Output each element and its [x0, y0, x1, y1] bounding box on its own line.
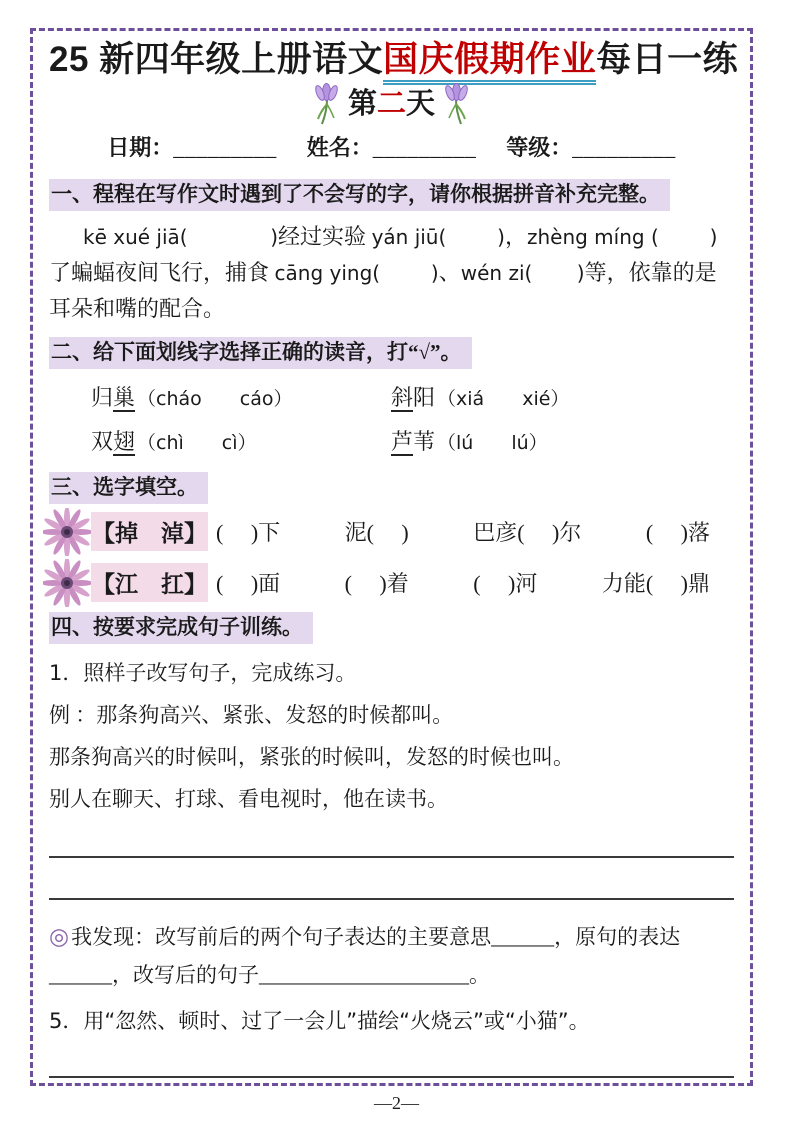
- grade-field: [506, 133, 676, 163]
- fill-item: 巴彦( )尔: [473, 520, 582, 545]
- student-info-row: [49, 133, 734, 163]
- word-post: 阳: [413, 385, 436, 410]
- date-field: [107, 133, 277, 163]
- fill-item: ( )河: [473, 571, 538, 596]
- section-one-heading: 一、程程在写作文时遇到了不会写的字，请你根据拼音补充完整。: [49, 179, 670, 211]
- pinyin-blank-wenzi: wén zi( ): [460, 261, 585, 285]
- pinyin-options: （cháo cáo）: [137, 388, 293, 410]
- pinyin-blank-kexuejia: kē xué jiā( ): [83, 225, 279, 249]
- pinyin-blank-yanjiu: yán jiū( ): [371, 225, 505, 249]
- fill-item: ( )面: [216, 571, 281, 596]
- date-label: 日期：: [107, 135, 174, 160]
- day-text-pre: 第: [347, 87, 377, 120]
- section-one-paragraph: [49, 219, 734, 327]
- section-three-heading: 三、选字填空。: [49, 472, 208, 504]
- section-two: [49, 333, 734, 458]
- pronunciation-item: [391, 427, 734, 458]
- section-three: [49, 468, 734, 608]
- example-rewrite: 那条狗高兴的时候叫，紧张的时候叫，发怒的时候也叫。: [49, 745, 574, 769]
- page-title: [49, 39, 739, 81]
- practice-sentence: 别人在聊天、打球、看电视时，他在读书。: [49, 787, 448, 811]
- pinyin-options: （lú lú）: [437, 432, 548, 454]
- discover-note: [49, 918, 734, 994]
- pronunciation-item: [91, 427, 391, 458]
- cn-text: 、: [438, 260, 461, 285]
- answer-line: [49, 898, 734, 900]
- cn-text: 了蝙蝠夜间飞行，捕食: [49, 260, 275, 285]
- page-number: —2—: [374, 1093, 419, 1113]
- page-border: [30, 28, 753, 1086]
- pronunciation-item: [391, 383, 734, 414]
- name-field: [307, 133, 477, 163]
- pinyin-blank-cangying: cāng ying( ): [274, 261, 439, 285]
- fill-items: [212, 516, 734, 547]
- pinyin-options: （chì cì）: [137, 432, 257, 454]
- char-choice-bracket: 【掉 淖】: [91, 512, 208, 551]
- day-subtitle: [49, 81, 734, 127]
- fill-char-row: [43, 506, 734, 557]
- pronunciation-item: [91, 383, 391, 414]
- underlined-char: 翅: [113, 429, 136, 454]
- section-one: [49, 175, 734, 327]
- grade-label: 等级：: [506, 135, 573, 160]
- sentence-task-1: 1．照样子改写句子，完成练习。: [49, 661, 357, 685]
- aster-flower-icon: [43, 508, 91, 556]
- title-text-right: 每日一练: [596, 40, 739, 79]
- fill-item: ( )落: [645, 520, 710, 545]
- cn-text: 等，依靠的是耳朵和嘴的配合。: [49, 260, 717, 321]
- title-text-left: 25 新四年级上册语文: [49, 40, 384, 79]
- cn-text: ，: [504, 224, 527, 249]
- pronunciation-grid: [91, 383, 734, 458]
- word-pre: 双: [91, 429, 114, 454]
- crocus-flower-icon: [443, 83, 470, 125]
- day-text-post: 天: [406, 87, 436, 120]
- pinyin-options: （xiá xié）: [437, 388, 570, 410]
- fill-item: 力能( )鼎: [601, 571, 710, 596]
- section-two-heading: 二、给下面划线字选择正确的读音，打“√”。: [49, 337, 472, 369]
- word-pre: 归: [91, 385, 114, 410]
- day-subtitle-text: [347, 87, 436, 120]
- fill-items: [212, 567, 734, 598]
- fill-char-row: [43, 557, 734, 608]
- cn-text: 经过实验: [278, 224, 372, 249]
- title-highlight: 国庆假期作业: [383, 40, 596, 85]
- pinyin-blank-zhengming: zhèng míng ( ): [526, 225, 718, 249]
- circle-bullet-icon: ◎: [49, 924, 70, 949]
- date-blank: _________: [173, 135, 277, 160]
- crocus-flower-icon: [313, 83, 340, 125]
- day-number: 二: [376, 87, 406, 120]
- section-four: [49, 608, 734, 1086]
- answer-line: [49, 856, 734, 858]
- fill-item: 泥( ): [344, 520, 409, 545]
- char-choice-bracket: 【江 扛】: [91, 563, 208, 602]
- sentence-task-5: 5．用“忽然、顿时、过了一会儿”描绘“火烧云”或“小猫”。: [49, 1009, 590, 1033]
- underlined-char: 芦: [391, 429, 414, 454]
- fill-item: ( )下: [216, 520, 281, 545]
- underlined-char: 斜: [391, 385, 414, 410]
- section-four-heading: 四、按要求完成句子训练。: [49, 612, 313, 644]
- name-label: 姓名：: [306, 135, 373, 160]
- aster-flower-icon: [43, 559, 91, 607]
- discover-text: 我发现：改写前后的两个句子表达的主要意思______，原句的表达______，改写后的句子____________________。: [49, 925, 681, 987]
- example-sentence: 例 ：那条狗高兴、紧张、发怒的时候都叫。: [49, 703, 454, 727]
- answer-line: [49, 1076, 734, 1078]
- underlined-char: 巢: [113, 385, 136, 410]
- word-post: 苇: [413, 429, 436, 454]
- grade-blank: _________: [572, 135, 676, 160]
- name-blank: _________: [372, 135, 477, 160]
- fill-item: ( )着: [344, 571, 409, 596]
